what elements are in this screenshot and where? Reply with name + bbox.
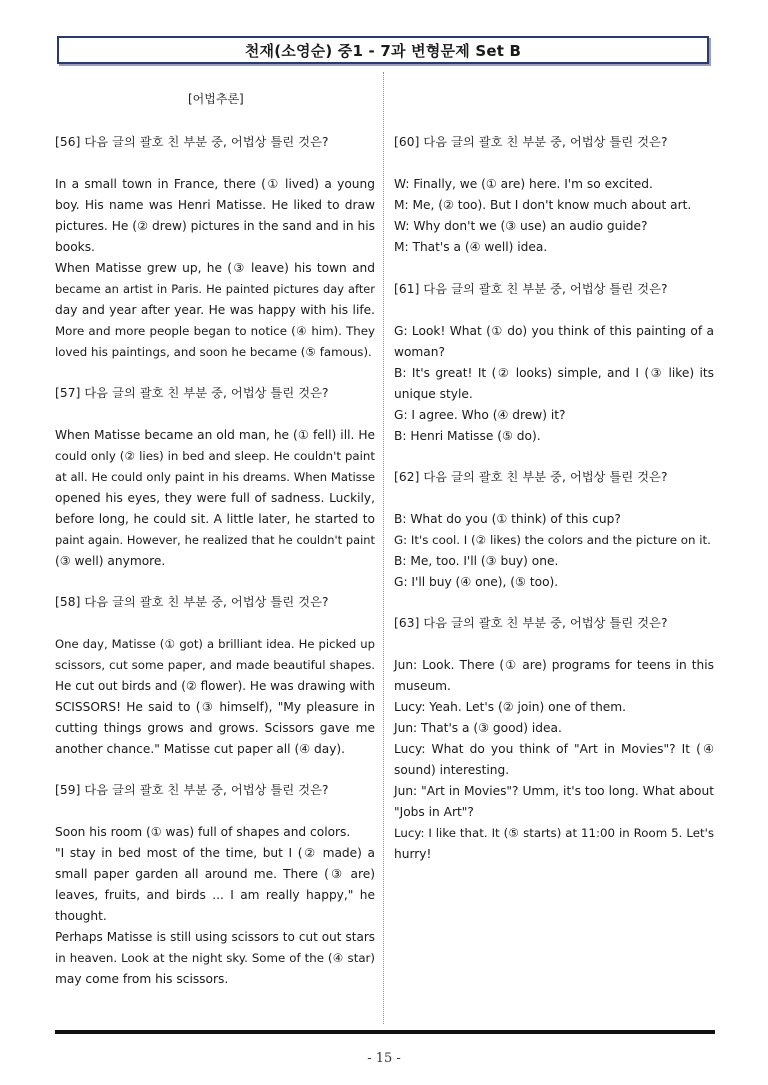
question-61-prompt: [61] 다음 글의 괄호 친 부분 중, 어법상 틀린 것은?	[394, 282, 668, 296]
dialogue-60-line: M: That's a (④ well) idea.	[394, 240, 548, 254]
dialogue-61-line: G: I agree. Who (④ drew) it?	[394, 408, 566, 422]
passage-59-line: in heaven. Look at the night sky. Some of the (④ star)	[55, 951, 375, 965]
question-57-prompt: [57] 다음 글의 괄호 친 부분 중, 어법상 틀린 것은?	[55, 386, 329, 400]
passage-58-line: another chance." Matisse cut paper all (④ day).	[55, 742, 346, 756]
dialogue-60-line: W: Finally, we (① are) here. I'm so excited.	[394, 177, 653, 191]
passage-57-line: before long, he could sit. A little later, he started to	[55, 512, 375, 526]
passage-56-line: day and year after year. He was happy with his life.	[55, 303, 375, 317]
question-62-prompt: [62] 다음 글의 괄호 친 부분 중, 어법상 틀린 것은?	[394, 470, 668, 484]
question-60-prompt: [60] 다음 글의 괄호 친 부분 중, 어법상 틀린 것은?	[394, 135, 668, 149]
passage-59-line: leaves, fruits, and birds ... I am really happy," he	[55, 888, 375, 902]
passage-58-line: cutting things grows and grows. Scissors gave me	[55, 721, 375, 735]
passage-58-line: He cut out birds and (② flower). He was drawing with	[55, 679, 375, 693]
dialogue-60-line: M: Me, (② too). But I don't know much about art.	[394, 198, 692, 212]
document-header	[57, 36, 709, 64]
dialogue-62-line: G: I'll buy (④ one), (⑤ too).	[394, 575, 559, 589]
passage-58-line: One day, Matisse (① got) a brilliant idea. He picked up	[55, 637, 375, 651]
dialogue-62-line: B: Me, too. I'll (③ buy) one.	[394, 554, 559, 568]
dialogue-61-line: woman?	[394, 345, 445, 359]
dialogue-62-line: G: It's cool. I (② likes) the colors and the picture on it.	[394, 533, 711, 547]
dialogue-61-line: G: Look! What (① do) you think of this painting of a	[394, 324, 714, 338]
question-58-prompt: [58] 다음 글의 괄호 친 부분 중, 어법상 틀린 것은?	[55, 595, 329, 609]
section-title: [어법추론]	[188, 92, 244, 106]
dialogue-61-line: B: It's great! It (② looks) simple, and I (③ like) its	[394, 366, 714, 380]
passage-59-line: may come from his scissors.	[55, 972, 229, 986]
dialogue-63-line: hurry!	[394, 847, 432, 861]
passage-59-line: thought.	[55, 909, 107, 923]
passage-56-line: loved his paintings, and soon he became (⑤ famous).	[55, 345, 372, 359]
passage-56-line: More and more people began to notice (④ him). They	[55, 324, 375, 338]
passage-56-line: books.	[55, 240, 95, 254]
passage-57-line: opened his eyes, they were full of sadness. Luckily,	[55, 491, 375, 505]
dialogue-63-line: Lucy: What do you think of "Art in Movies"? It (④	[394, 742, 714, 756]
dialogue-63-line: sound) interesting.	[394, 763, 510, 777]
column-divider	[383, 72, 384, 1024]
dialogue-63-line: "Jobs in Art"?	[394, 805, 474, 819]
passage-57-line: at all. He could only paint in his dreams. When Matisse	[55, 470, 375, 484]
passage-57-line: When Matisse became an old man, he (① fell) ill. He	[55, 428, 375, 442]
dialogue-61-line: B: Henri Matisse (⑤ do).	[394, 429, 541, 443]
question-56-prompt: [56] 다음 글의 괄호 친 부분 중, 어법상 틀린 것은?	[55, 135, 329, 149]
dialogue-63-line: Jun: Look. There (① are) programs for teens in this	[394, 658, 714, 672]
page-number: - 15 -	[367, 1051, 401, 1066]
document-title: 천재(소영순) 중1 - 7과 변형문제 Set B	[244, 41, 522, 60]
passage-58-line: SCISSORS! He said to (③ himself), "My pleasure in	[55, 700, 375, 714]
passage-57-line: (③ well) anymore.	[55, 554, 166, 568]
dialogue-62-line: B: What do you (① think) of this cup?	[394, 512, 621, 526]
passage-56-line: pictures. He (② drew) pictures in the sand and in his	[55, 219, 375, 233]
passage-58-line: scissors, cut some paper, and made beautiful shapes.	[55, 658, 375, 672]
passage-56-line: When Matisse grew up, he (③ leave) his town and	[55, 261, 375, 275]
dialogue-63-line: Jun: "Art in Movies"? Umm, it's too long. What about	[394, 784, 714, 798]
passage-56-line: boy. His name was Henri Matisse. He liked to draw	[55, 198, 375, 212]
passage-59-line: "I stay in bed most of the time, but I (② made) a	[55, 846, 375, 860]
dialogue-63-line: museum.	[394, 679, 451, 693]
dialogue-60-line: W: Why don't we (③ use) an audio guide?	[394, 219, 648, 233]
passage-57-line: paint again. However, he realized that he couldn't paint	[55, 533, 375, 547]
dialogue-61-line: unique style.	[394, 387, 473, 401]
passage-59-line: small paper garden all around me. There (③ are)	[55, 867, 375, 881]
dialogue-63-line: Lucy: I like that. It (⑤ starts) at 11:00 in Room 5. Let's	[394, 826, 714, 840]
passage-57-line: could only (② lies) in bed and sleep. He couldn't paint	[55, 449, 375, 463]
passage-59-line: Perhaps Matisse is still using scissors to cut out stars	[55, 930, 375, 944]
dialogue-63-line: Jun: That's a (③ good) idea.	[394, 721, 562, 735]
question-59-prompt: [59] 다음 글의 괄호 친 부분 중, 어법상 틀린 것은?	[55, 783, 329, 797]
footer-rule	[55, 1030, 715, 1034]
question-63-prompt: [63] 다음 글의 괄호 친 부분 중, 어법상 틀린 것은?	[394, 616, 668, 630]
passage-56-line: became an artist in Paris. He painted pictures day after	[55, 282, 375, 296]
passage-59-line: Soon his room (① was) full of shapes and colors.	[55, 825, 351, 839]
passage-56-line: In a small town in France, there (① lived) a young	[55, 177, 375, 191]
dialogue-63-line: Lucy: Yeah. Let's (② join) one of them.	[394, 700, 627, 714]
